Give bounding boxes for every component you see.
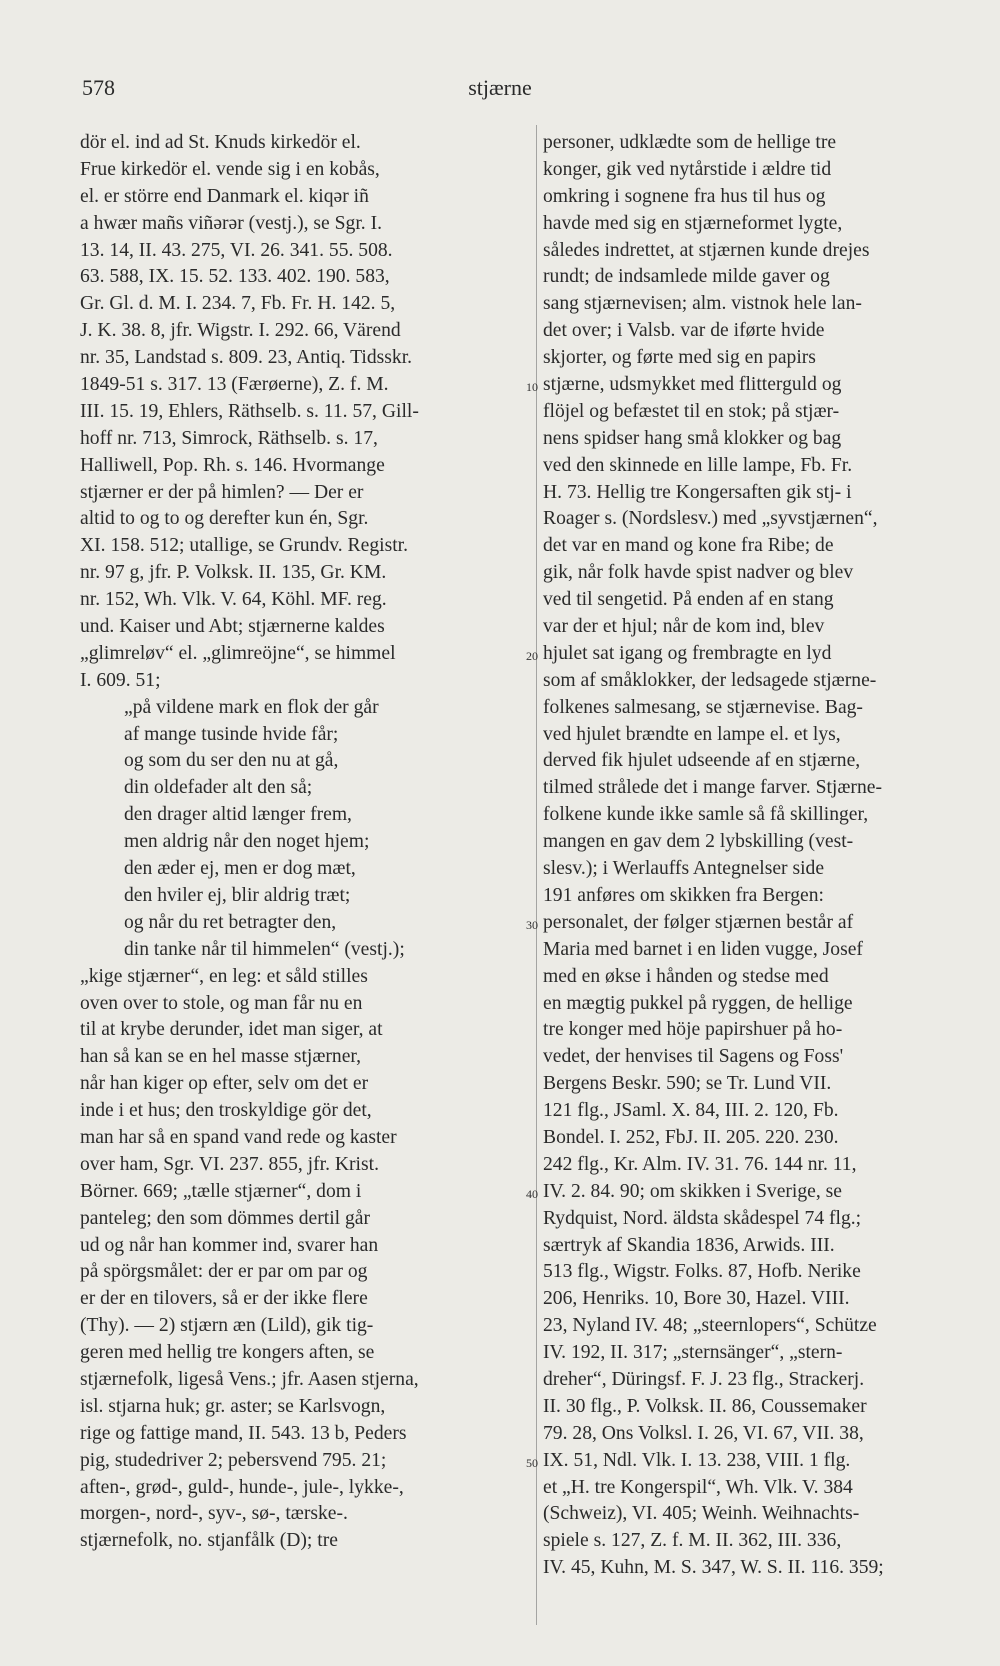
text-line: når han kiger op efter, selv om det er bbox=[80, 1073, 369, 1095]
text-line: sang stjærnevisen; alm. vistnok hele lan- bbox=[543, 293, 862, 315]
text-line: skjorter, og førte med sig en papirs bbox=[543, 347, 816, 369]
text-line: el. er större end Danmark el. kiqər iñ bbox=[80, 185, 369, 207]
text-line: altid to og to og derefter kun én, Sgr. bbox=[80, 508, 369, 530]
text-line: dör el. ind ad St. Knuds kirkedör el. bbox=[80, 132, 361, 153]
text-line: et „H. tre Kongerspil“, Wh. Vlk. V. 384 bbox=[543, 1476, 853, 1498]
text-line: og når du ret betragter den, bbox=[124, 911, 337, 933]
text-line: din tanke når til himmelen“ (vestj.); bbox=[124, 938, 405, 960]
text-line: personalet, der følger stjærnen består af bbox=[543, 911, 854, 933]
text-line: var der et hjul; når de kom ind, blev bbox=[543, 616, 825, 638]
text-line: tre konger med höje papirshuer på ho- bbox=[543, 1019, 843, 1041]
text-line: H. 73. Hellig tre Kongersaften gik stj- i bbox=[543, 481, 852, 503]
text-line: 1849-51 s. 317. 13 (Færøerne), Z. f. M. bbox=[80, 374, 389, 396]
text-line: inde i et hus; den troskyldige gör det, bbox=[80, 1100, 372, 1122]
text-line: morgen-, nord-, syv-, sø-, tærske-. bbox=[80, 1503, 348, 1525]
text-line: det var en mand og kone fra Ribe; de bbox=[543, 535, 834, 557]
text-line: derved fik hjulet udseende af en stjærne, bbox=[543, 750, 861, 772]
text-line: 79. 28, Ons Volksl. I. 26, VI. 67, VII. 38, bbox=[543, 1422, 864, 1444]
text-line: stjærnefolk, ligeså Vens.; jfr. Aasen stjerna, bbox=[80, 1368, 419, 1390]
text-line: isl. stjarna huk; gr. aster; se Karlsvogn, bbox=[80, 1395, 386, 1417]
page-number: 578 bbox=[82, 75, 115, 100]
text-line: men aldrig når den noget hjem; bbox=[124, 831, 370, 853]
text-line: ud og når han kommer ind, svarer han bbox=[80, 1234, 379, 1256]
text-line: mangen en gav dem 2 lybskilling (vest- bbox=[543, 831, 854, 853]
text-line: (Thy). — 2) stjærn æn (Lild), gik tig- bbox=[80, 1315, 374, 1337]
text-line: man har så en spand vand rede og kaster bbox=[80, 1126, 397, 1148]
margin-line-number: 20 bbox=[526, 649, 538, 664]
left-column bbox=[80, 130, 528, 1555]
text-line: din oldefader alt den så; bbox=[124, 777, 313, 799]
text-line: han så kan se en hel masse stjærner, bbox=[80, 1046, 362, 1068]
text-line: havde med sig en stjærneformet lygte, bbox=[543, 212, 843, 234]
text-line: således indrettet, at stjærnen kunde drejes bbox=[543, 239, 870, 261]
text-line: IV. 192, II. 317; „sternsänger“, „stern- bbox=[543, 1342, 843, 1364]
text-line: med en økse i hånden og stedse med bbox=[543, 965, 829, 987]
running-head: stjærne bbox=[468, 75, 532, 100]
text-line: „på vildene mark en flok der går bbox=[124, 696, 379, 718]
text-line: Roager s. (Nordslesv.) med „syvstjærnen“, bbox=[543, 508, 878, 530]
text-line: og som du ser den nu at gå, bbox=[124, 750, 339, 772]
text-line: folkenes salmesang, se stjærnevise. Bag- bbox=[543, 696, 863, 718]
margin-line-number: 30 bbox=[526, 918, 538, 933]
text-line: rundt; de indsamlede milde gaver og bbox=[543, 266, 830, 288]
text-line: ved til sengetid. På enden af en stang bbox=[543, 589, 834, 611]
text-line: omkring i sognene fra hus til hus og bbox=[543, 185, 826, 207]
text-line: IV. 45, Kuhn, M. S. 347, W. S. II. 116. 359; bbox=[543, 1557, 884, 1579]
text-line: ved den skinnede en lille lampe, Fb. Fr. bbox=[543, 454, 853, 476]
text-line: af mange tusinde hvide får; bbox=[124, 723, 339, 745]
text-line: 13. 14, II. 43. 275, VI. 26. 341. 55. 508. bbox=[80, 239, 393, 261]
text-line: spiele s. 127, Z. f. M. II. 362, III. 336, bbox=[543, 1530, 842, 1552]
text-line: (Schweiz), VI. 405; Weinh. Weihnachts- bbox=[543, 1503, 860, 1525]
text-line: flöjel og befæstet til en stok; på stjær- bbox=[543, 400, 840, 422]
text-line: nens spidser hang små klokker og bag bbox=[543, 427, 842, 449]
text-line: J. K. 38. 8, jfr. Wigstr. I. 292. 66, Värend bbox=[80, 320, 401, 342]
text-line: på spörgsmålet: der er par om par og bbox=[80, 1261, 368, 1283]
text-line: stjærner er der på himlen? — Der er bbox=[80, 481, 364, 503]
text-line: „kige stjærner“, en leg: et såld stilles bbox=[80, 965, 368, 987]
margin-line-number: 50 bbox=[526, 1456, 538, 1471]
text-line: det over; i Valsb. var de iførte hvide bbox=[543, 320, 825, 342]
text-line: Börner. 669; „tælle stjærner“, dom i bbox=[80, 1180, 362, 1202]
text-line: nr. 35, Landstad s. 809. 23, Antiq. Tidsskr. bbox=[80, 347, 413, 369]
text-line: personer, udklædte som de hellige tre bbox=[543, 132, 837, 153]
text-line: hoff nr. 713, Simrock, Räthselb. s. 17, bbox=[80, 427, 378, 449]
text-line: konger, gik ved nytårstide i ældre tid bbox=[543, 158, 832, 180]
text-line: Halliwell, Pop. Rh. s. 146. Hvormange bbox=[80, 454, 385, 476]
text-line: panteleg; den som dömmes dertil går bbox=[80, 1207, 371, 1229]
text-line: den æder ej, men er dog mæt, bbox=[124, 858, 356, 880]
text-line: II. 30 flg., P. Volksk. II. 86, Coussemaker bbox=[543, 1395, 867, 1417]
text-line: 23, Nyland IV. 48; „steernlopers“, Schütze bbox=[543, 1315, 877, 1337]
text-line: dreher“, Düringsf. F. J. 23 flg., Strackerj. bbox=[543, 1368, 865, 1390]
text-line: over ham, Sgr. VI. 237. 855, jfr. Krist. bbox=[80, 1153, 379, 1175]
text-line: gik, når folk havde spist nadver og blev bbox=[543, 562, 854, 584]
margin-line-number: 10 bbox=[526, 380, 538, 395]
text-line: 242 flg., Kr. Alm. IV. 31. 76. 144 nr. 11, bbox=[543, 1153, 857, 1175]
text-line: 63. 588, IX. 15. 52. 133. 402. 190. 583, bbox=[80, 266, 390, 288]
text-line: Frue kirkedör el. vende sig i en kobås, bbox=[80, 158, 380, 180]
text-line: nr. 97 g, jfr. P. Volksk. II. 135, Gr. KM. bbox=[80, 562, 387, 584]
text-line: stjærne, udsmykket med flitterguld og bbox=[543, 374, 842, 396]
text-line: Bondel. I. 252, FbJ. II. 205. 220. 230. bbox=[543, 1126, 839, 1148]
text-line: den drager altid længer frem, bbox=[124, 804, 352, 826]
text-line: slesv.); i Werlauffs Antegnelser side bbox=[543, 858, 825, 880]
text-line: IV. 2. 84. 90; om skikken i Sverige, se bbox=[543, 1180, 842, 1202]
text-line: a hwær mañs viñərər (vestj.), se Sgr. I. bbox=[80, 212, 382, 234]
text-line: rige og fattige mand, II. 543. 13 b, Peders bbox=[80, 1422, 407, 1444]
text-line: nr. 152, Wh. Vlk. V. 64, Köhl. MF. reg. bbox=[80, 589, 387, 611]
page-header bbox=[0, 75, 1000, 105]
column-divider bbox=[536, 125, 537, 1625]
text-line: oven over to stole, og man får nu en bbox=[80, 992, 363, 1014]
text-line: pig, studedriver 2; pebersvend 795. 21; bbox=[80, 1449, 387, 1471]
text-line: Rydquist, Nord. äldsta skådespel 74 flg.; bbox=[543, 1207, 862, 1229]
text-line: Maria med barnet i en liden vugge, Josef bbox=[543, 938, 863, 960]
right-column bbox=[543, 130, 995, 1582]
text-line: en mægtig pukkel på ryggen, de hellige bbox=[543, 992, 853, 1014]
text-line: 513 flg., Wigstr. Folks. 87, Hofb. Nerike bbox=[543, 1261, 861, 1283]
text-line: geren med hellig tre kongers aften, se bbox=[80, 1342, 375, 1364]
text-line: er der en tilovers, så er der ikke flere bbox=[80, 1288, 368, 1310]
text-line: som af småklokker, der ledsagede stjærne- bbox=[543, 669, 877, 691]
text-line: vedet, der henvises til Sagens og Foss' bbox=[543, 1046, 844, 1068]
text-line: und. Kaiser und Abt; stjærnerne kaldes bbox=[80, 616, 385, 638]
text-line: IX. 51, Ndl. Vlk. I. 13. 238, VIII. 1 flg. bbox=[543, 1449, 851, 1471]
text-line: Gr. Gl. d. M. I. 234. 7, Fb. Fr. H. 142. 5, bbox=[80, 293, 396, 315]
text-line: tilmed strålede det i mange farver. Stjærne- bbox=[543, 777, 882, 799]
text-line: Bergens Beskr. 590; se Tr. Lund VII. bbox=[543, 1073, 832, 1095]
margin-line-number: 40 bbox=[526, 1187, 538, 1202]
text-line: I. 609. 51; bbox=[80, 669, 161, 691]
text-line: den hviler ej, blir aldrig træt; bbox=[124, 884, 351, 906]
text-line: hjulet sat igang og frembragte en lyd bbox=[543, 642, 832, 664]
text-line: aften-, grød-, guld-, hunde-, jule-, lykke-, bbox=[80, 1476, 404, 1498]
text-line: til at krybe derunder, idet man siger, at bbox=[80, 1019, 383, 1041]
text-line: 206, Henriks. 10, Bore 30, Hazel. VIII. bbox=[543, 1288, 850, 1310]
text-line: III. 15. 19, Ehlers, Räthselb. s. 11. 57, Gill- bbox=[80, 400, 419, 422]
text-line: XI. 158. 512; utallige, se Grundv. Registr. bbox=[80, 535, 408, 557]
text-line: stjærnefolk, no. stjanfålk (D); tre bbox=[80, 1530, 338, 1552]
text-line: 191 anføres om skikken fra Bergen: bbox=[543, 884, 824, 906]
text-line: 121 flg., JSaml. X. 84, III. 2. 120, Fb. bbox=[543, 1100, 839, 1122]
text-line: „glimreløv“ el. „glimreöjne“, se himmel bbox=[80, 642, 396, 664]
text-line: folkene kunde ikke samle så få skillinger, bbox=[543, 804, 869, 826]
text-line: ved hjulet brændte en lampe el. et lys, bbox=[543, 723, 841, 745]
text-line: særtryk af Skandia 1836, Arwids. III. bbox=[543, 1234, 835, 1256]
